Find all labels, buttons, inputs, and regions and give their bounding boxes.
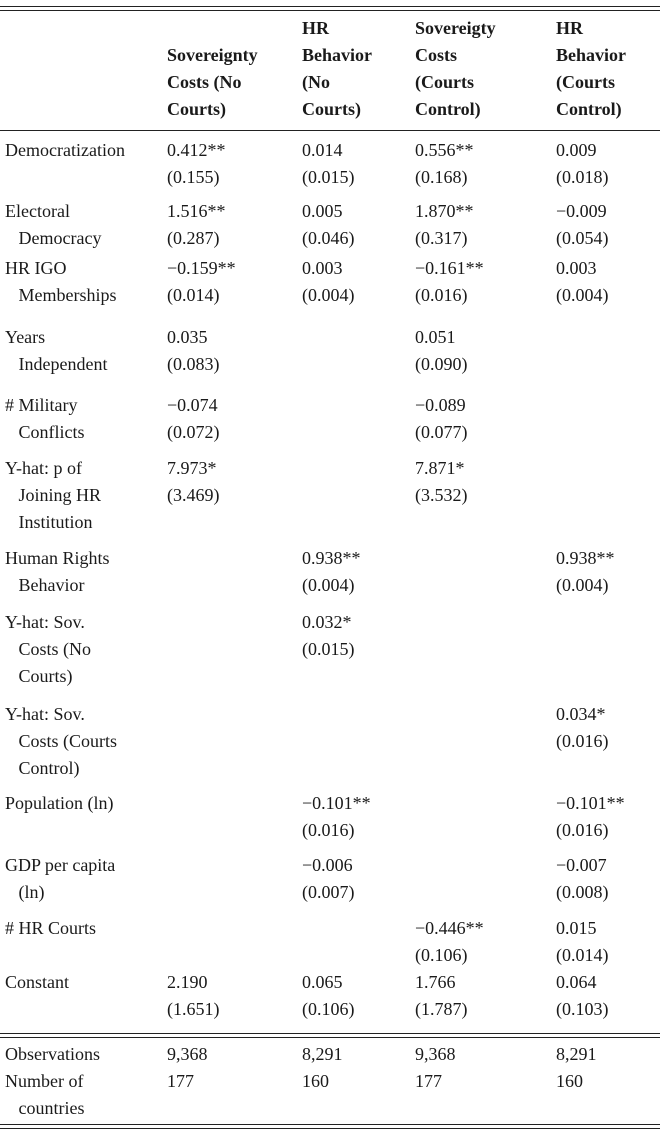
bottom-rule-1 [0,1124,660,1125]
footer-value-cell: 8,291 [302,1044,343,1064]
std-error-cell: (0.016) [556,731,609,751]
coefficient-cell: −0.101** [556,793,625,813]
std-error-cell: (0.077) [415,422,468,442]
column-header-4: HR Behavior (Courts Control) [556,18,626,119]
coefficient-cell: −0.446** [415,918,484,938]
column-header-3: Sovereigty Costs (Courts Control) [415,18,496,119]
std-error-cell: (0.155) [167,167,220,187]
footer-value-cell: 177 [167,1071,194,1091]
top-rule-2 [0,10,660,11]
row-label: Y-hat: Sov. Costs (Courts Control) [5,704,118,778]
std-error-cell: (0.016) [302,820,355,840]
std-error-cell: (0.072) [167,422,220,442]
coefficient-cell: 0.556** [415,140,474,160]
row-label: Electoral Democracy [5,201,102,248]
footer-label: Observations [5,1044,100,1064]
std-error-cell: (0.008) [556,882,609,902]
std-error-cell: (0.004) [556,285,609,305]
row-label: Population (ln) [5,793,114,813]
row-label: # HR Courts [5,918,97,938]
std-error-cell: (0.014) [556,945,609,965]
coefficient-cell: 1.766 [415,972,456,992]
std-error-cell: (0.317) [415,228,468,248]
coefficient-cell: 0.005 [302,201,343,221]
coefficient-cell: −0.007 [556,855,607,875]
coefficient-cell: −0.006 [302,855,353,875]
std-error-cell: (0.106) [302,999,355,1019]
std-error-cell: (1.787) [415,999,468,1019]
coefficient-cell: 0.065 [302,972,343,992]
bottom-rule-2 [0,1128,660,1129]
coefficient-cell: −0.159** [167,258,236,278]
coefficient-cell: 7.973* [167,458,217,478]
footer-value-cell: 160 [556,1071,583,1091]
coefficient-cell: 0.938** [556,548,615,568]
row-label: HR IGO Memberships [5,258,117,305]
row-label: # Military Conflicts [5,395,85,442]
coefficient-cell: 0.051 [415,327,456,347]
row-label: GDP per capita (ln) [5,855,116,902]
std-error-cell: (0.016) [556,820,609,840]
footer-value-cell: 177 [415,1071,442,1091]
coefficient-cell: 0.064 [556,972,597,992]
row-label: Constant [5,972,70,992]
std-error-cell: (0.083) [167,354,220,374]
footer-value-cell: 9,368 [415,1044,456,1064]
coefficient-cell: 0.003 [556,258,597,278]
footer-rule-1 [0,1033,660,1034]
std-error-cell: (0.046) [302,228,355,248]
row-label: Years Independent [5,327,108,374]
footer-value-cell: 160 [302,1071,329,1091]
std-error-cell: (0.103) [556,999,609,1019]
coefficient-cell: 0.032* [302,612,352,632]
std-error-cell: (0.004) [302,575,355,595]
column-header-2: HR Behavior (No Courts) [302,18,372,119]
header-rule [0,130,660,131]
coefficient-cell: 2.190 [167,972,208,992]
std-error-cell: (3.532) [415,485,468,505]
coefficient-cell: 0.015 [556,918,597,938]
coefficient-cell: −0.009 [556,201,607,221]
coefficient-cell: 0.034* [556,704,606,724]
std-error-cell: (0.015) [302,167,355,187]
coefficient-cell: 0.009 [556,140,597,160]
std-error-cell: (0.090) [415,354,468,374]
row-label: Y-hat: Sov. Costs (No Courts) [5,612,92,686]
footer-value-cell: 9,368 [167,1044,208,1064]
row-label: Human Rights Behavior [5,548,110,595]
coefficient-cell: 1.870** [415,201,474,221]
footer-label: Number of countries [5,1071,85,1118]
row-label: Democratization [5,140,125,160]
coefficient-cell: 0.014 [302,140,343,160]
std-error-cell: (0.106) [415,945,468,965]
footer-rule-2 [0,1037,660,1038]
coefficient-cell: −0.161** [415,258,484,278]
std-error-cell: (0.004) [302,285,355,305]
std-error-cell: (0.287) [167,228,220,248]
std-error-cell: (0.015) [302,639,355,659]
row-label: Y-hat: p of Joining HR Institution [5,458,102,532]
coefficient-cell: 0.938** [302,548,361,568]
footer-value-cell: 8,291 [556,1044,597,1064]
coefficient-cell: 0.035 [167,327,208,347]
std-error-cell: (0.168) [415,167,468,187]
coefficient-cell: −0.074 [167,395,218,415]
std-error-cell: (0.004) [556,575,609,595]
coefficient-cell: 0.412** [167,140,226,160]
std-error-cell: (0.014) [167,285,220,305]
coefficient-cell: −0.089 [415,395,466,415]
std-error-cell: (0.016) [415,285,468,305]
coefficient-cell: 7.871* [415,458,465,478]
coefficient-cell: 1.516** [167,201,226,221]
std-error-cell: (0.018) [556,167,609,187]
std-error-cell: (1.651) [167,999,220,1019]
coefficient-cell: 0.003 [302,258,343,278]
std-error-cell: (0.007) [302,882,355,902]
coefficient-cell: −0.101** [302,793,371,813]
column-header-1: Sovereignty Costs (No Courts) [167,45,258,119]
top-rule-1 [0,6,660,7]
std-error-cell: (3.469) [167,485,220,505]
std-error-cell: (0.054) [556,228,609,248]
